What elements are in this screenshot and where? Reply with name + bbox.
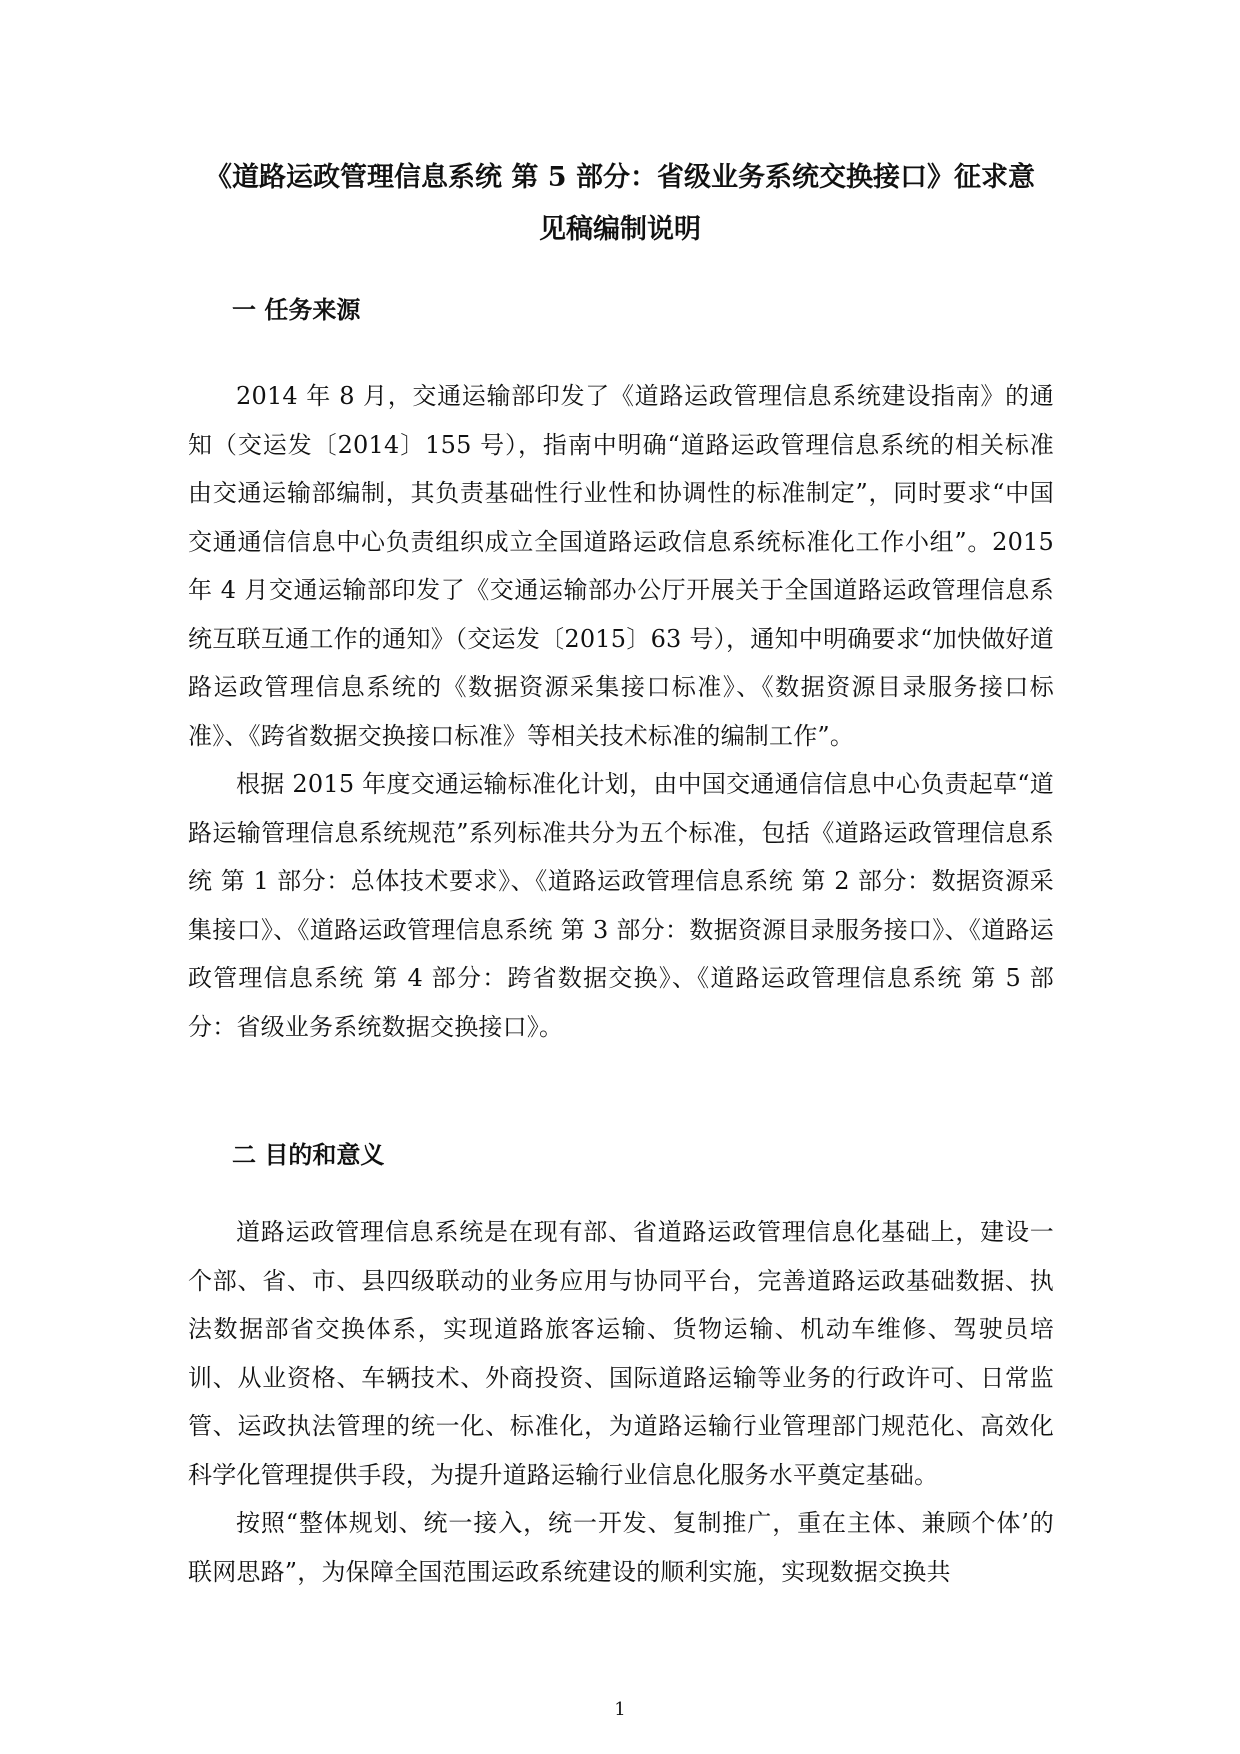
document-title-line-2: 见稿编制说明: [539, 214, 701, 245]
paragraph: 道路运政管理信息系统是在现有部、省道路运政管理信息化基础上，建设一个部、省、市、县四级联动的业务应用与协同平台，完善道路运政基础数据、执法数据部省交换体系，实现道路旅客运输、货物运输、机动车维修、驾驶员培训、从业资格、车辆技术、外商投资、国际道路运输等业务的行政许可、日常监管、运政执法管理的统一化、标准化，为道路运输行业管理部门规范化、高效化科学化管理提供手段，为提升道路运输行业信息化服务水平奠定基础。: [188, 1218, 1054, 1489]
document-title-line-1: 《道路运政管理信息系统 第 5 部分：省级业务系统交换接口》征求意: [205, 162, 1035, 193]
page-number: 1: [614, 1699, 626, 1720]
document-title: [180, 152, 1060, 256]
paragraph: 2014 年 8 月，交通运输部印发了《道路运政管理信息系统建设指南》的通知（交运发〔2014〕155 号），指南中明确“道路运政管理信息系统的相关标准由交通运输部编制，其负责基础性行业性和协调性的标准制定”，同时要求“中国交通通信信息中心负责组织成立全国道路运政信息系统标准化工作小组”。2015 年 4 月交通运输部印发了《交通运输部办公厅开展关于全国道路运政管理信息系统互联互通工作的通知》（交运发〔2015〕63 号），通知中明确要求“加快做好道路运政管理信息系统的《数据资源采集接口标准》、《数据资源目录服务接口标准》、《跨省数据交换接口标准》等相关技术标准的编制工作”。: [188, 382, 1054, 750]
section-task-source: [188, 372, 1054, 1051]
paragraph: 按照“整体规划、统一接入，统一开发、复制推广，重在主体、兼顾个体’的联网思路”，为保障全国范围运政系统建设的顺利实施，实现数据交换共: [188, 1509, 1054, 1586]
paragraph: 根据 2015 年度交通运输标准化计划，由中国交通通信信息中心负责起草“道路运输管理信息系统规范”系列标准共分为五个标准，包括《道路运政管理信息系统 第 1 部分：总体技术要求》、《道路运政管理信息系统 第 2 部分：数据资源采集接口》、《道路运政管理信息系统 第 3 部分：数据资源目录服务接口》、《道路运政管理信息系统 第 4 部分：跨省数据交换》、《道路运政管理信息系统 第 5 部分：省级业务系统数据交换接口》。: [188, 770, 1054, 1041]
section-heading-purpose: 二 目的和意义: [232, 1140, 385, 1169]
section-purpose: [188, 1208, 1054, 1596]
section-heading-task-source: 一 任务来源: [232, 295, 361, 324]
